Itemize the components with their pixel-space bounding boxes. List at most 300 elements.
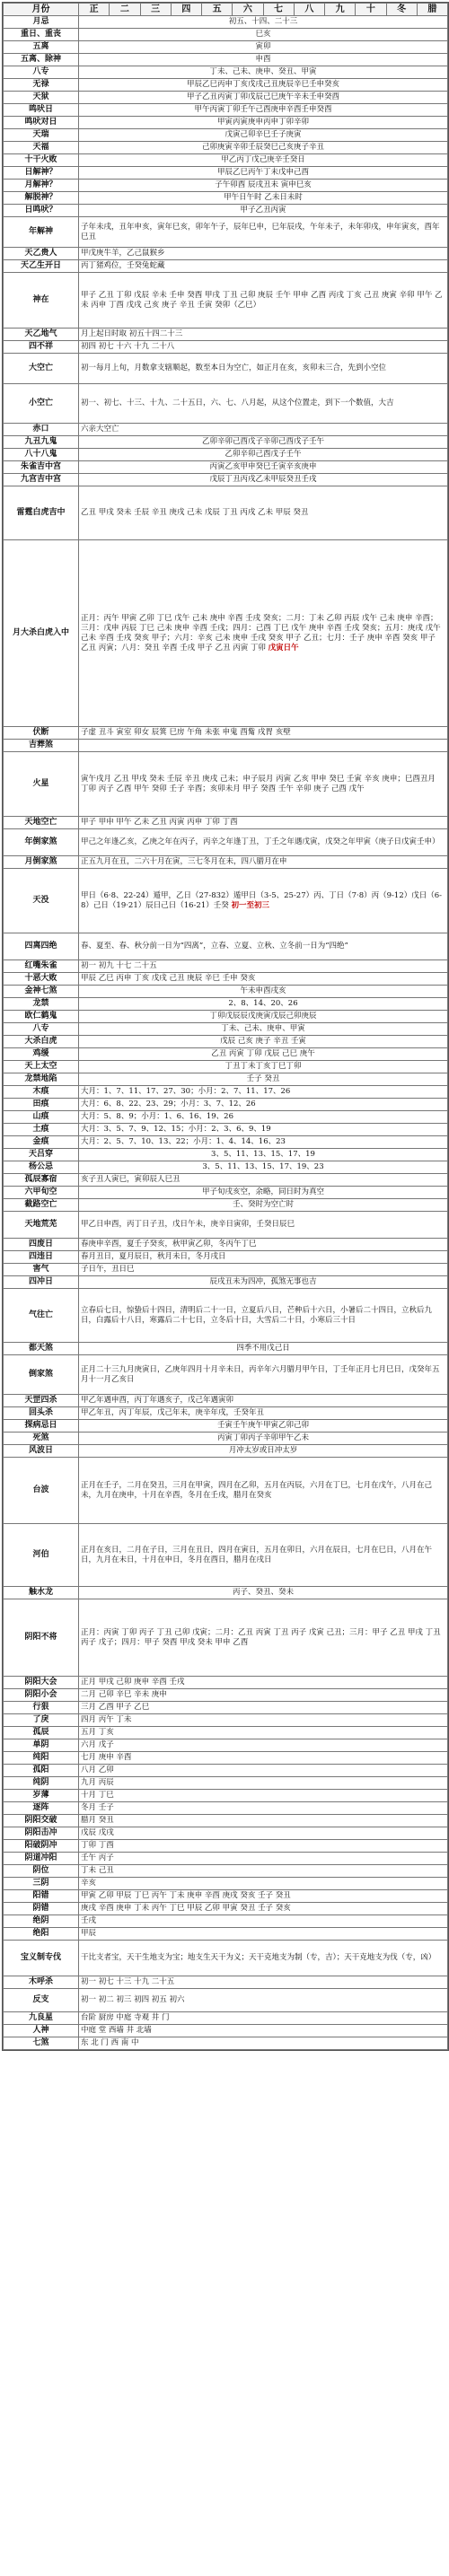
row-text: 大月：6、8、22、23、29；小月：3、7、12、26: [81, 1100, 256, 1108]
almanac-row: [4, 1524, 448, 1587]
almanac-row: [4, 740, 448, 752]
almanac-row: [4, 1903, 448, 1915]
almanac-row: [4, 1048, 448, 1061]
row-content: [79, 1264, 448, 1276]
row-text: 甲辰: [81, 1929, 97, 1938]
row-text: 甲辰 乙巳 丙申 丁亥 戊戌 己丑 庚辰 辛巳 壬申 癸亥: [81, 974, 256, 983]
row-label: 九宫吉中宫: [4, 474, 79, 486]
almanac-row: [4, 1777, 448, 1790]
row-label: 五离: [4, 41, 79, 54]
row-label: 小空亡: [4, 384, 79, 424]
row-content: [79, 1199, 448, 1212]
row-text: 2、8、14、20、26: [228, 999, 298, 1008]
row-content: [79, 1136, 448, 1149]
row-text: 冬月 壬子: [81, 1803, 114, 1812]
row-label: 阴阳大会: [4, 1677, 79, 1689]
almanac-row: [4, 329, 448, 341]
row-content: [79, 1941, 448, 1976]
row-label: 倒家煞: [4, 1355, 79, 1395]
row-content: [79, 486, 448, 540]
row-text: 四月 丙午 丁未: [81, 1715, 132, 1724]
row-content: [79, 1903, 448, 1915]
row-text: 七月 庚申 辛酉: [81, 1753, 132, 1762]
row-label: 无禄: [4, 79, 79, 92]
row-label: 天地空亡: [4, 817, 79, 829]
month-cell: 五: [202, 4, 233, 16]
row-label: 日解神？: [4, 167, 79, 180]
almanac-row: [4, 1827, 448, 1840]
almanac-row: [4, 273, 448, 329]
almanac-row: [4, 856, 448, 869]
month-cell: 九: [325, 4, 356, 16]
row-label: 宝义制专伐: [4, 1941, 79, 1976]
row-text: 丁未、己未、庚申、癸丑、甲寅: [209, 67, 317, 76]
month-cell: 四: [171, 4, 201, 16]
row-content: [79, 1890, 448, 1903]
almanac-row: [4, 1420, 448, 1433]
row-label: 龙禁地陷: [4, 1073, 79, 1086]
row-highlight: 戊寅日午: [268, 643, 299, 653]
almanac-row: [4, 1878, 448, 1890]
row-text: 辛亥: [81, 1879, 97, 1888]
almanac-row: [4, 973, 448, 986]
almanac-row: [4, 1023, 448, 1036]
row-text: 丁未 己丑: [81, 1866, 114, 1875]
row-text: 丁卯 丁酉: [81, 1841, 114, 1850]
row-text: 正月在壬子，二月在癸丑，三月在甲寅，四月在乙卯，五月在丙辰，六月在丁巳，七月在戊午，八月在己未，九月在庚申，十月在辛酉，冬月在壬戌，腊月在癸亥: [81, 1480, 433, 1500]
almanac-row: [4, 1407, 448, 1420]
row-content: [79, 1239, 448, 1251]
row-label: 天地荒芜: [4, 1212, 79, 1239]
almanac-row: [4, 1264, 448, 1276]
row-label: 雷霆白虎吉中: [4, 486, 79, 540]
row-label: 月倒家煞: [4, 856, 79, 869]
row-content: [79, 167, 448, 180]
almanac-row: [4, 829, 448, 856]
row-label: 田痕: [4, 1099, 79, 1111]
row-text: 十月 丁巳: [81, 1791, 114, 1800]
row-content: [79, 1815, 448, 1827]
row-label: 年解神: [4, 217, 79, 248]
row-label: 天没: [4, 869, 79, 933]
row-label: 月解神？: [4, 180, 79, 192]
row-content: [79, 869, 448, 933]
row-text: 丁未、己未、庚申、甲寅: [221, 1024, 305, 1033]
almanac-row: [4, 341, 448, 354]
row-content: [79, 1445, 448, 1458]
row-content: [79, 1407, 448, 1420]
row-content: [79, 474, 448, 486]
row-text: 寅卯: [255, 42, 271, 51]
row-content: [79, 341, 448, 354]
almanac-row: [4, 205, 448, 217]
row-text: 八月 乙卯: [81, 1766, 114, 1774]
almanac-row: [4, 2025, 448, 2037]
row-text: 正月 甲戌 己卯 庚申 辛酉 壬戌: [81, 1678, 185, 1687]
row-label: 天上太空: [4, 1061, 79, 1073]
row-content: [79, 1739, 448, 1752]
row-text: 壬、癸时为空亡时: [232, 1200, 294, 1209]
row-content: [79, 856, 448, 869]
almanac-row: [4, 1343, 448, 1355]
row-label: 火星: [4, 752, 79, 817]
almanac-body: [4, 16, 448, 2050]
almanac-row: [4, 1840, 448, 1853]
row-text: 辰戌丑未为四冲，孤煞无事也吉: [209, 1277, 317, 1286]
row-content: [79, 1777, 448, 1790]
almanac-row: [4, 1011, 448, 1023]
row-text: 正月在亥日，二月在子日，三月在丑日，四月在寅日，五月在卯日，六月在辰日，七月在巳日，八月在午日，九月在未日，十月在申日，冬月在酉日，腊月在戌日: [81, 1545, 433, 1564]
row-content: [79, 16, 448, 29]
row-content: [79, 752, 448, 817]
almanac-row: [4, 449, 448, 461]
row-label: 探病忌日: [4, 1420, 79, 1433]
almanac-row: [4, 1458, 448, 1524]
row-label: 纯阳: [4, 1752, 79, 1765]
row-content: [79, 260, 448, 273]
row-label: 触水龙: [4, 1587, 79, 1599]
row-label: 四不祥: [4, 341, 79, 354]
almanac-row: [4, 1161, 448, 1174]
row-text: 丁卯戊辰辰戊庚寅戊辰己卯庚辰: [209, 1012, 317, 1021]
row-text: 甲戊庚牛羊，乙己鼠猴乡: [81, 249, 165, 258]
row-text: 台阶 厨房 中庭 寺观 井 门: [81, 2013, 170, 2022]
row-label: 阴阳交破: [4, 1815, 79, 1827]
row-content: [79, 1161, 448, 1174]
almanac-row: [4, 1928, 448, 1941]
row-content: [79, 817, 448, 829]
row-content: [79, 727, 448, 740]
almanac-row: [4, 1702, 448, 1714]
almanac-table: [3, 3, 448, 2050]
row-label: 天罡四杀: [4, 1395, 79, 1407]
row-text: 干比支者宝，天干生地支为宝；地支生天干为义；天干克地支为制（专，吉）；天干克地支为伐（专，凶）: [81, 1953, 436, 1962]
almanac-row: [4, 752, 448, 817]
row-text: 初一每月上旬，月数拿支辖顺起，数至本日为空亡，如正月在亥，亥卯未三合，先到小空位: [81, 364, 387, 372]
row-content: [79, 1765, 448, 1777]
row-content: [79, 1853, 448, 1865]
almanac-row: [4, 1752, 448, 1765]
almanac-row: [4, 29, 448, 41]
almanac-row: [4, 461, 448, 474]
row-content: [79, 1174, 448, 1187]
row-label: 木呼杀: [4, 1976, 79, 1989]
month-cell: 八: [294, 4, 324, 16]
almanac-row: [4, 474, 448, 486]
row-text: 三月 乙酉 甲子 乙巳: [81, 1703, 150, 1712]
row-label: 九良星: [4, 2012, 79, 2025]
almanac-row: [4, 1587, 448, 1599]
row-content: [79, 92, 448, 104]
almanac-row: [4, 129, 448, 142]
almanac-row: [4, 1061, 448, 1073]
row-content: [79, 2025, 448, 2037]
row-label: 阴阳不将: [4, 1599, 79, 1677]
almanac-row: [4, 79, 448, 92]
row-text: 巳亥: [255, 30, 271, 39]
row-label: 阴道冲阳: [4, 1853, 79, 1865]
row-label: 朱雀吉中宫: [4, 461, 79, 474]
row-text: 子午卯酉 辰戌丑未 寅申巳亥: [215, 180, 312, 189]
row-text: 初一、初七、十三、十九、二十五日，六、七、八月起，从这个位置走，到下一个数值，大吉: [81, 399, 394, 407]
row-label: 日鸣吠？: [4, 205, 79, 217]
almanac-row: [4, 1073, 448, 1086]
almanac-sheet: [2, 2, 449, 2051]
row-content: [79, 1276, 448, 1289]
row-label: 绝阴: [4, 1915, 79, 1928]
row-content: [79, 1149, 448, 1161]
almanac-row: [4, 154, 448, 167]
row-text: 正五九月在丑，二六十月在寅，三七冬月在未，四八腊月在申: [81, 857, 287, 866]
row-text: 戊寅己卯辛巳壬子庚寅: [224, 130, 302, 139]
row-label: 杨公忌: [4, 1161, 79, 1174]
row-text: 六亲大空亡: [81, 425, 119, 434]
row-content: [79, 1714, 448, 1727]
almanac-row: [4, 1036, 448, 1048]
almanac-row: [4, 384, 448, 424]
row-content: [79, 1023, 448, 1036]
row-content: [79, 1355, 448, 1395]
row-content: [79, 973, 448, 986]
row-label: 天乙生开日: [4, 260, 79, 273]
row-content: [79, 1802, 448, 1815]
almanac-row: [4, 1915, 448, 1928]
row-content: [79, 1187, 448, 1199]
row-label: 孤阳: [4, 1765, 79, 1777]
row-content: [79, 1458, 448, 1524]
row-label: 天乙地气: [4, 329, 79, 341]
row-text: 春、夏至、春、秋分前一日为“四离”，立春、立夏、立秋、立冬前一日为“四绝”: [81, 942, 348, 951]
almanac-row: [4, 817, 448, 829]
almanac-row: [4, 486, 448, 540]
row-label: 绝阳: [4, 1928, 79, 1941]
almanac-row: [4, 869, 448, 933]
row-text: 甲午日午时 乙未日未时: [224, 193, 303, 202]
row-label: 天吕穿: [4, 1149, 79, 1161]
row-label: 鸣吠对日: [4, 117, 79, 129]
row-label: 四违日: [4, 1251, 79, 1264]
row-label: 阴位: [4, 1865, 79, 1878]
row-text: 甲乙丙丁戊己庚辛壬癸日: [221, 155, 305, 164]
row-content: [79, 2037, 448, 2050]
row-label: 八专: [4, 66, 79, 79]
row-text: 丙丁猪鸡位，壬癸兔蛇藏: [81, 261, 165, 270]
row-content: [79, 1878, 448, 1890]
row-content: [79, 205, 448, 217]
row-content: [79, 1048, 448, 1061]
row-label: 阴阳击冲: [4, 1827, 79, 1840]
row-text: 3、5、11、13、15、17、19、23: [202, 1162, 324, 1171]
row-content: [79, 1915, 448, 1928]
almanac-row: [4, 986, 448, 998]
row-label: 气往亡: [4, 1289, 79, 1343]
almanac-row: [4, 1714, 448, 1727]
row-label: 天福: [4, 142, 79, 154]
almanac-row: [4, 1790, 448, 1802]
row-label: 单阴: [4, 1739, 79, 1752]
row-label: 重日、重丧: [4, 29, 79, 41]
row-text: 壬寅壬午庚午甲寅乙卯己卯: [216, 1421, 309, 1430]
row-content: [79, 1989, 448, 2012]
row-label: 十恶大败: [4, 973, 79, 986]
row-label: 六甲旬空: [4, 1187, 79, 1199]
row-content: [79, 1061, 448, 1073]
row-label: 九丑九鬼: [4, 436, 79, 449]
month-cell: 正: [79, 4, 110, 16]
row-label: 行狠: [4, 1702, 79, 1714]
row-text: 庚戌 辛酉 庚申 丁未 丙午 丁巳 甲辰 乙卯 甲寅 癸丑 壬子 癸亥: [81, 1904, 291, 1913]
row-label: 四废日: [4, 1239, 79, 1251]
almanac-row: [4, 92, 448, 104]
row-content: [79, 129, 448, 142]
row-label: 反支: [4, 1989, 79, 2012]
row-label: 害气: [4, 1264, 79, 1276]
row-label: 月忌: [4, 16, 79, 29]
row-content: [79, 1727, 448, 1739]
row-text: 甲子乙丑丙寅丁卯戊辰己巳庚午辛未壬申癸酉: [186, 92, 339, 101]
row-text: 立春后七日，惊蛰后十四日，清明后二十一日，立夏后八日，芒种后十六日，小暑后二十四日，立秋后九日，白露后十八日，寒露后二十七日，立冬后十日，大雪后二十日，小寒后三十日: [81, 1305, 433, 1325]
row-text: 初一 初七 十三 十九 二十五: [81, 1977, 175, 1986]
row-label: 阴错: [4, 1903, 79, 1915]
row-text: 九月 丙辰: [81, 1778, 114, 1787]
row-content: [79, 1212, 448, 1239]
row-label: 红嘴朱雀: [4, 960, 79, 973]
row-content: [79, 273, 448, 329]
row-content: [79, 192, 448, 205]
row-label: 死煞: [4, 1433, 79, 1445]
row-text: 子年未戌，丑年申亥，寅年巳亥，卯年午子，辰年巳申，巳年辰戌，午年未子，未年卯戌，申年寅亥，酉年巳丑: [81, 222, 440, 241]
row-label: 鸣吠日: [4, 104, 79, 117]
row-content: [79, 79, 448, 92]
almanac-row: [4, 167, 448, 180]
row-text: 甲辰乙巳丙午丁未戊申己酉: [216, 168, 309, 177]
row-label: 台波: [4, 1458, 79, 1524]
row-label: 八十八鬼: [4, 449, 79, 461]
row-content: [79, 461, 448, 474]
row-highlight: 初一至初三: [231, 900, 269, 910]
row-label: 阳破阴冲: [4, 1840, 79, 1853]
almanac-row: [4, 1890, 448, 1903]
row-content: [79, 54, 448, 66]
row-label: 月大杀白虎入中: [4, 540, 79, 727]
row-label: 大杀白虎: [4, 1036, 79, 1048]
almanac-row: [4, 998, 448, 1011]
row-content: [79, 436, 448, 449]
row-content: [79, 1790, 448, 1802]
row-text: 壬子 癸丑: [246, 1074, 280, 1083]
row-content: [79, 1395, 448, 1407]
almanac-row: [4, 180, 448, 192]
row-text: 甲日（6·8、22-24）遁甲，乙日（27-832）遁甲日（3-5、25-27）丙、丁日（7·8）丙（9-12）戊日（6-8）己日（19·21）辰日己日（16-21）壬癸: [81, 890, 443, 910]
row-text: 寅午戌月 乙丑 甲戌 癸未 壬辰 辛丑 庚戌 己未；申子辰月 丙寅 乙亥 甲申 癸巳 壬寅 辛亥 庚申；巳酉丑月 丁卯 丙子 乙酉 甲午 癸卯 壬子 辛酉；亥卯未月 甲子 癸酉 壬午 辛卯 庚子 己酉 戊午: [81, 774, 436, 793]
row-content: [79, 1420, 448, 1433]
row-text: 大月：3、5、7、9、12、15；小月：2、3、6、9、19: [81, 1125, 271, 1134]
almanac-row: [4, 2037, 448, 2050]
almanac-row: [4, 1111, 448, 1124]
almanac-row: [4, 1174, 448, 1187]
row-label: 风波日: [4, 1445, 79, 1458]
month-header-row: [4, 4, 448, 16]
row-text: 甲乙年遇申酉，丙丁年遇亥子，戊己年遇寅卯: [81, 1396, 234, 1405]
row-label: 了戾: [4, 1714, 79, 1727]
row-label: 天乙贵人: [4, 248, 79, 260]
row-label: 七煞: [4, 2037, 79, 2050]
almanac-row: [4, 41, 448, 54]
row-content: [79, 354, 448, 384]
row-label: 纯阴: [4, 1777, 79, 1790]
month-header-label: 月份: [4, 4, 79, 16]
row-content: [79, 117, 448, 129]
almanac-row: [4, 727, 448, 740]
row-label: 伏断: [4, 727, 79, 740]
almanac-row: [4, 1802, 448, 1815]
almanac-row: [4, 1276, 448, 1289]
row-label: 河伯: [4, 1524, 79, 1587]
almanac-row: [4, 1212, 448, 1239]
almanac-row: [4, 16, 448, 29]
almanac-row: [4, 1149, 448, 1161]
almanac-row: [4, 66, 448, 79]
row-content: [79, 960, 448, 973]
row-content: [79, 180, 448, 192]
row-text: 春庚申辛酉，夏壬子癸亥，秋甲寅乙卯，冬丙午丁巳: [81, 1240, 257, 1249]
row-text: 甲子 乙丑 丁卯 戊辰 辛未 壬申 癸酉 甲戌 丁丑 己卯 庚辰 壬午 甲申 乙酉 丙戌 丁亥 己丑 庚寅 辛卯 甲午 乙未 丙申 丁酉 戊戌 己亥 庚子 辛丑 壬寅 癸卯（乙巳）: [81, 290, 443, 310]
row-text: 乙卯辛卯己酉戊子壬午: [224, 450, 302, 459]
almanac-row: [4, 248, 448, 260]
row-text: 丁丑丁未丁亥丁巳丁卯: [224, 1062, 302, 1071]
almanac-row: [4, 1239, 448, 1251]
almanac-row: [4, 1865, 448, 1878]
row-content: [79, 104, 448, 117]
row-content: [79, 1073, 448, 1086]
row-label: 孤辰: [4, 1727, 79, 1739]
almanac-row: [4, 1599, 448, 1677]
almanac-row: [4, 540, 448, 727]
row-content: [79, 540, 448, 727]
row-content: [79, 142, 448, 154]
row-text: 六月 戊子: [81, 1740, 114, 1749]
row-label: 岁薄: [4, 1790, 79, 1802]
row-label: 孤辰寡宿: [4, 1174, 79, 1187]
almanac-row: [4, 1677, 448, 1689]
row-content: [79, 829, 448, 856]
row-text: 五月 丁亥: [81, 1728, 114, 1737]
month-cell: 二: [110, 4, 140, 16]
row-text: 乙丑 丙寅 丁卯 戊辰 己巳 庚午: [211, 1049, 315, 1058]
row-label: 鸡缓: [4, 1048, 79, 1061]
row-content: [79, 29, 448, 41]
row-label: 阴阳小会: [4, 1689, 79, 1702]
row-label: 解脱神？: [4, 192, 79, 205]
row-content: [79, 1433, 448, 1445]
row-content: [79, 998, 448, 1011]
almanac-row: [4, 54, 448, 66]
month-cell: 六: [233, 4, 263, 16]
row-content: [79, 384, 448, 424]
month-cell: 冬: [386, 4, 417, 16]
almanac-row: [4, 1187, 448, 1199]
row-content: [79, 41, 448, 54]
row-content: [79, 1702, 448, 1714]
row-text: 乙卯辛卯己酉戊子辛卯己酉戊子壬午: [201, 437, 324, 446]
almanac-row: [4, 1689, 448, 1702]
row-content: [79, 986, 448, 998]
row-content: [79, 933, 448, 960]
row-content: [79, 1251, 448, 1264]
almanac-row: [4, 1976, 448, 1989]
almanac-row: [4, 1086, 448, 1099]
row-text: 子虚 丑斗 寅室 卯女 辰箕 巳房 午角 未张 申鬼 酉觜 戌胃 亥壁: [81, 728, 291, 737]
